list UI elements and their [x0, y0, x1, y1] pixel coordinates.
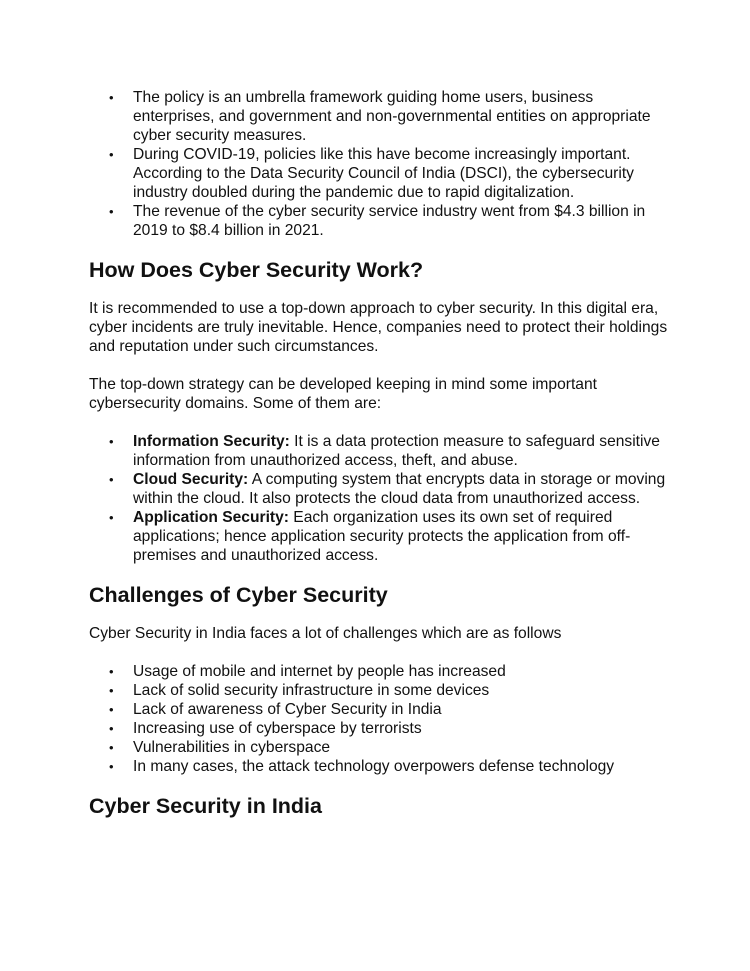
list-item: • Usage of mobile and internet by people has increased — [89, 662, 679, 681]
list-item: • The policy is an umbrella framework guiding home users, business enterprises, and government and non-governmental entities on appropriate cyber security measures. — [89, 88, 679, 145]
list-item — [89, 432, 679, 470]
domain-description: A computing system that encrypts data in storage or moving within the cloud. It also protects the cloud data from unauthorized access. — [133, 471, 666, 507]
paragraph: Cyber Security in India faces a lot of challenges which are as follows — [89, 625, 562, 642]
domain-term: Information Security: — [133, 433, 290, 450]
list-item — [89, 470, 679, 508]
list-item — [89, 508, 679, 565]
list-item: • Lack of solid security infrastructure in some devices — [89, 681, 679, 700]
list-item: • Increasing use of cyberspace by terrorists — [89, 719, 679, 738]
domains-bullet-list — [89, 432, 679, 565]
document-body — [89, 88, 679, 819]
list-item: • Lack of awareness of Cyber Security in India — [89, 700, 679, 719]
challenges-bullet-list — [89, 662, 679, 776]
list-item: • During COVID-19, policies like this have become increasingly important. According to the Data Security Council of India (DSCI), the cybersecurity industry doubled during the pandemic due to rapid digitalization. — [89, 145, 679, 202]
list-item: • In many cases, the attack technology overpowers defense technology — [89, 757, 679, 776]
list-item: • The revenue of the cyber security service industry went from $4.3 billion in 2019 to $8.4 billion in 2021. — [89, 202, 679, 240]
domain-description: It is a data protection measure to safeguard sensitive information from unauthorized access, theft, and abuse. — [133, 433, 660, 469]
list-item: • Vulnerabilities in cyberspace — [89, 738, 679, 757]
domain-description: Each organization uses its own set of required applications; hence application security protects the application from off-premises and unauthorized access. — [133, 509, 631, 564]
section-heading-challenges: Challenges of Cyber Security — [89, 583, 388, 607]
section-heading-india: Cyber Security in India — [89, 794, 322, 818]
section-heading-how: How Does Cyber Security Work? — [89, 258, 424, 282]
paragraph: It is recommended to use a top-down approach to cyber security. In this digital era, cyber incidents are truly inevitable. Hence, companies need to protect their holdings and reputation under such circumstances. — [89, 300, 668, 355]
domain-term: Cloud Security: — [133, 471, 249, 488]
paragraph: The top-down strategy can be developed keeping in mind some important cybersecurity domains. Some of them are: — [89, 376, 597, 412]
domain-term: Application Security: — [133, 509, 289, 526]
intro-bullet-list — [89, 88, 679, 240]
